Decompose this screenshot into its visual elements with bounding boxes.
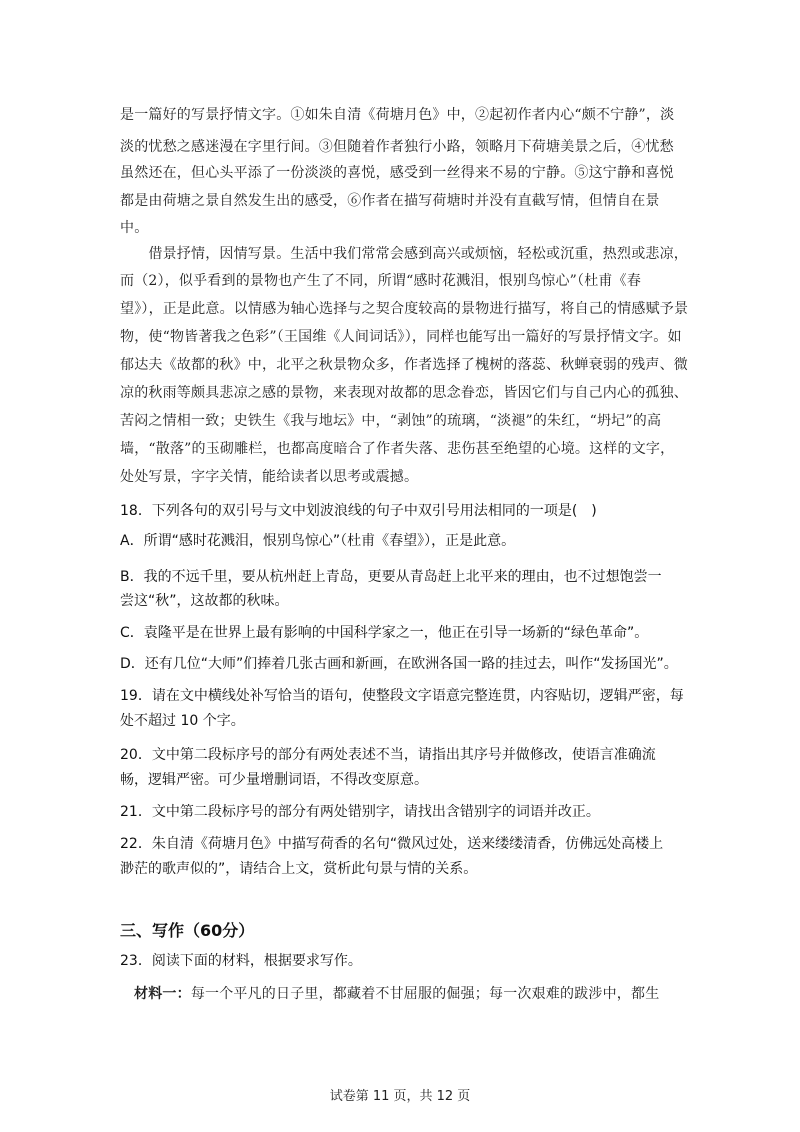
question-19-cont: 处不超过 10 个字。 (120, 713, 245, 729)
question-22: 22．朱自清《荷塘月色》中描写荷香的名句“微风过处，送来缕缕清香，仿佛远处高楼上 (120, 836, 664, 852)
passage-line: 墙，“散落”的玉砌雕栏，也都高度暗合了作者失落、悲伤甚至绝望的心境。这样的文字， (120, 441, 675, 457)
passage-line: 而（2），似乎看到的景物也产生了不同，所谓“感时花溅泪，恨别鸟惊心”（杜甫《春 (120, 273, 642, 289)
passage-line: 物，使“物皆著我之色彩”（王国维《人间词话》），同样也能写出一篇好的写景抒情文字。如 (120, 329, 682, 345)
passage-line: 借景抒情，因情写景。生活中我们常常会感到高兴或烦恼，轻松或沉重，热烈或悲凉， (120, 246, 688, 262)
question-22-cont: 渺茫的歌声似的”，请结合上文，赏析此句景与情的关系。 (120, 861, 478, 877)
material-label: 材料一： (134, 986, 191, 1002)
passage-line: 苦闷之情相一致；史铁生《我与地坛》中，“剥蚀”的琉璃，“淡褪”的朱红，“坍圮”的高 (120, 413, 662, 429)
question-20-cont: 畅，逻辑严密。可少量增删词语，不得改变原意。 (120, 772, 428, 788)
option-d: D．还有几位“大师”们捧着几张古画和新画，在欧洲各国一路的挂过去，叫作“发扬国光”。 (120, 656, 678, 672)
question-20: 20．文中第二段标序号的部分有两处表述不当，请指出其序号并做修改，使语言准确流 (120, 747, 656, 763)
passage-line: 虽然还在，但心头平添了一份淡淡的喜悦，感受到一丝得来不易的宁静。⑤这宁静和喜悦 (120, 165, 674, 181)
question-21: 21．文中第二段标序号的部分有两处错别字，请找出含错别字的词语并改正。 (120, 804, 600, 820)
question-18: 18．下列各句的双引号与文中划波浪线的句子中双引号用法相同的一项是( ) (120, 503, 597, 519)
material-text: 每一个平凡的日子里，都藏着不甘屈服的倔强；每一次艰难的跋涉中，都生 (190, 986, 660, 1002)
passage-line: 凉的秋雨等颇具悲凉之感的景物，来表现对故都的思念眷恋，皆因它们与自己内心的孤独、 (120, 385, 688, 401)
page-footer: 试卷第 11 页，共 12 页 (329, 1089, 471, 1104)
passage-line: 淡的忧愁之感迷漫在字里行间。③但随着作者独行小路，领略月下荷塘美景之后，④忧愁 (120, 139, 674, 155)
question-23: 23．阅读下面的材料，根据要求写作。 (120, 953, 362, 969)
passage-line: 都是由荷塘之景自然发生出的感受，⑥作者在描写荷塘时并没有直截写情，但情自在景 (120, 193, 660, 209)
option-c: C．袁隆平是在世界上最有影响的中国科学家之一，他正在引导一场新的“绿色革命”。 (120, 625, 649, 641)
material-one (134, 983, 659, 1003)
passage-line: 处处写景，字字关情，能给读者以思考或震撼。 (120, 469, 419, 485)
passage-line: 郁达夫《故都的秋》中，北平之秋景物众多，作者选择了槐树的落蕊、秋蝉衰弱的残声、微 (120, 357, 688, 373)
passage-line: 是一篇好的写景抒情文字。①如朱自清《荷塘月色》中，②起初作者内心“颇不宁静”，淡 (120, 107, 675, 123)
passage-line: 望》），正是此意。以情感为轴心选择与之契合度较高的景物进行描写，将自己的情感赋予景 (120, 301, 689, 317)
option-a: A．所谓“感时花溅泪，恨别鸟惊心”（杜甫《春望》），正是此意。 (120, 533, 516, 549)
question-19: 19．请在文中横线处补写恰当的语句，使整段文字语意完整连贯，内容贴切，逻辑严密，每 (120, 688, 684, 704)
option-b-cont: 尝这“秋”，这故都的秋味。 (120, 593, 289, 609)
section-heading: 三、写作（60分） (120, 921, 255, 940)
option-b: B．我的不远千里，要从杭州赶上青岛，更要从青岛赶上北平来的理由，也不过想饱尝一 (120, 569, 662, 585)
passage-line: 中。 (120, 220, 149, 236)
